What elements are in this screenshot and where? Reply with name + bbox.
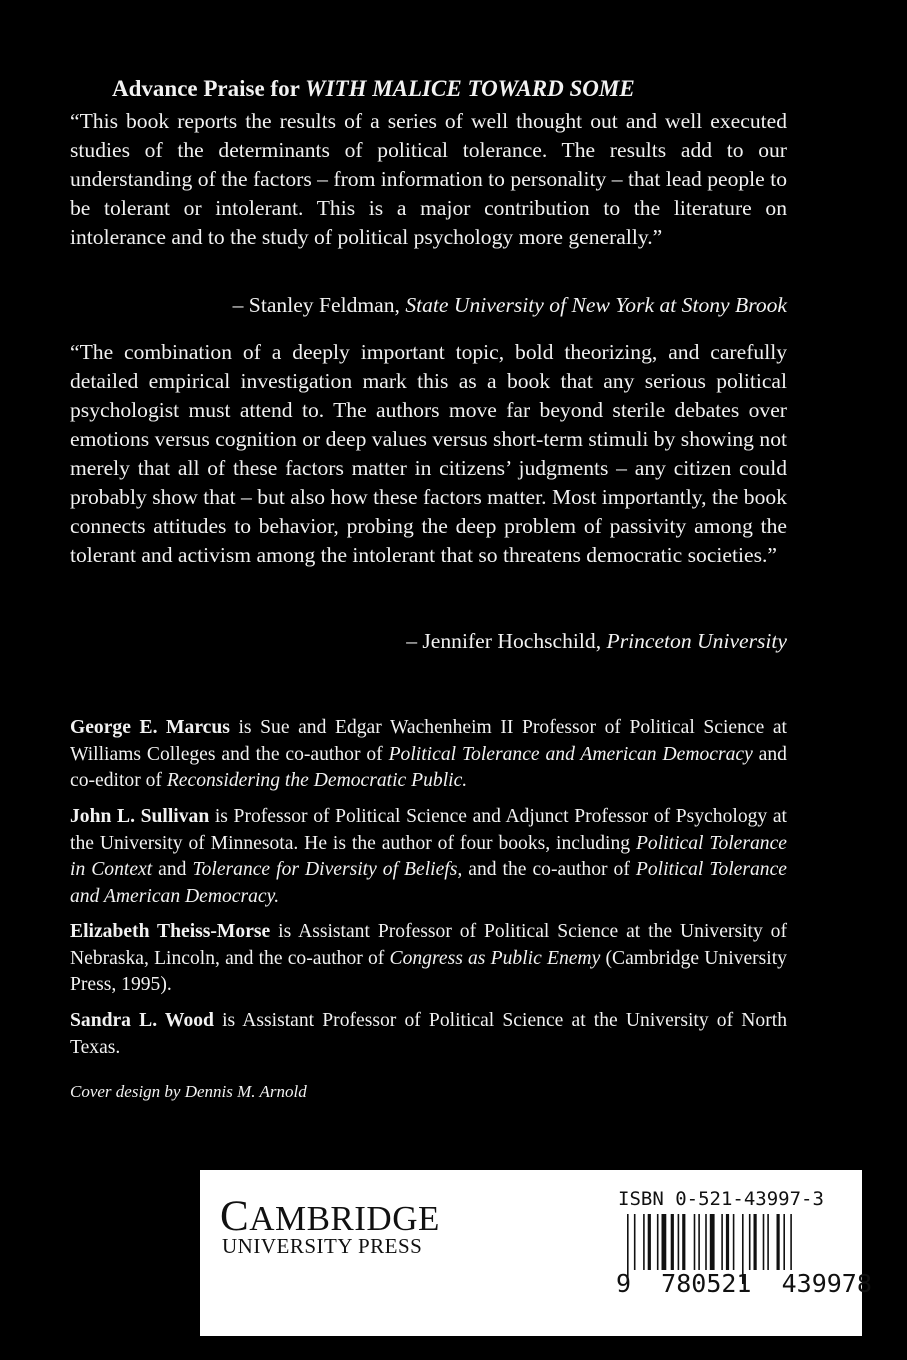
cover-credit: Cover design by Dennis M. Arnold	[70, 1082, 307, 1101]
book-title: WITH MALICE TOWARD SOME	[305, 76, 635, 101]
ean-number: 9 780521 439978	[616, 1269, 872, 1298]
bio-sullivan: John L. Sullivan is Professor of Political Science and Adjunct Professor of Psychology at the University of Minnesota. He is the author of four books, including Political Tolerance in Context and Tolerance for Diversity of Beliefs, and the co-author of Political Tolerance and American Democracy.	[70, 806, 787, 907]
publisher-barcode-panel	[200, 1170, 872, 1336]
publisher-logo: CAMBRIDGE	[220, 1193, 440, 1240]
praise-quote-1: “This book reports the results of a series of well thought out and well executed studies of the determinants of political tolerance. The results add to our understanding of the factors – from information to personality – that lead people to be tolerant or intolerant. This is a major contribution to the literature on intolerance and to the study of political psychology more generally.”	[70, 109, 787, 249]
praise-attribution-2: – Jennifer Hochschild, Princeton University	[406, 629, 787, 653]
praise-quote-2: “The combination of a deeply important topic, bold theorizing, and carefully detailed empirical investigation mark this as a book that any serious political psychologist must attend to. The authors move far beyond sterile debates over emotions versus cognition or deep values versus short-term stimuli by showing not merely that all of these factors matter in citizens’ judgments – any citizen could probably show that – but also how these factors matter. Most importantly, the book connects attitudes to behavior, probing the deep problem of passivity among the tolerant and activism among the intolerant that so threatens democratic societies.”	[70, 340, 787, 567]
bio-marcus: George E. Marcus is Sue and Edgar Wachenheim II Professor of Political Science at Williams Colleges and the co-author of Political Tolerance and American Democracy and co-editor of Reconsidering the Democratic Public.	[70, 717, 787, 791]
bio-wood: Sandra L. Wood is Assistant Professor of Political Science at the University of North Texas.	[70, 1010, 787, 1058]
praise-attribution-1: – Stanley Feldman, State University of New York at Stony Brook	[232, 293, 787, 317]
isbn-text: ISBN 0-521-43997-3	[618, 1188, 824, 1210]
publisher-subtitle: UNIVERSITY PRESS	[222, 1234, 423, 1258]
bio-theiss-morse: Elizabeth Theiss-Morse is Assistant Professor of Political Science at the University of Nebraska, Lincoln, and the co-author of Congress as Public Enemy (Cambridge University Press, 1995).	[70, 921, 787, 995]
heading: Advance Praise for WITH MALICE TOWARD SOME	[112, 76, 635, 101]
